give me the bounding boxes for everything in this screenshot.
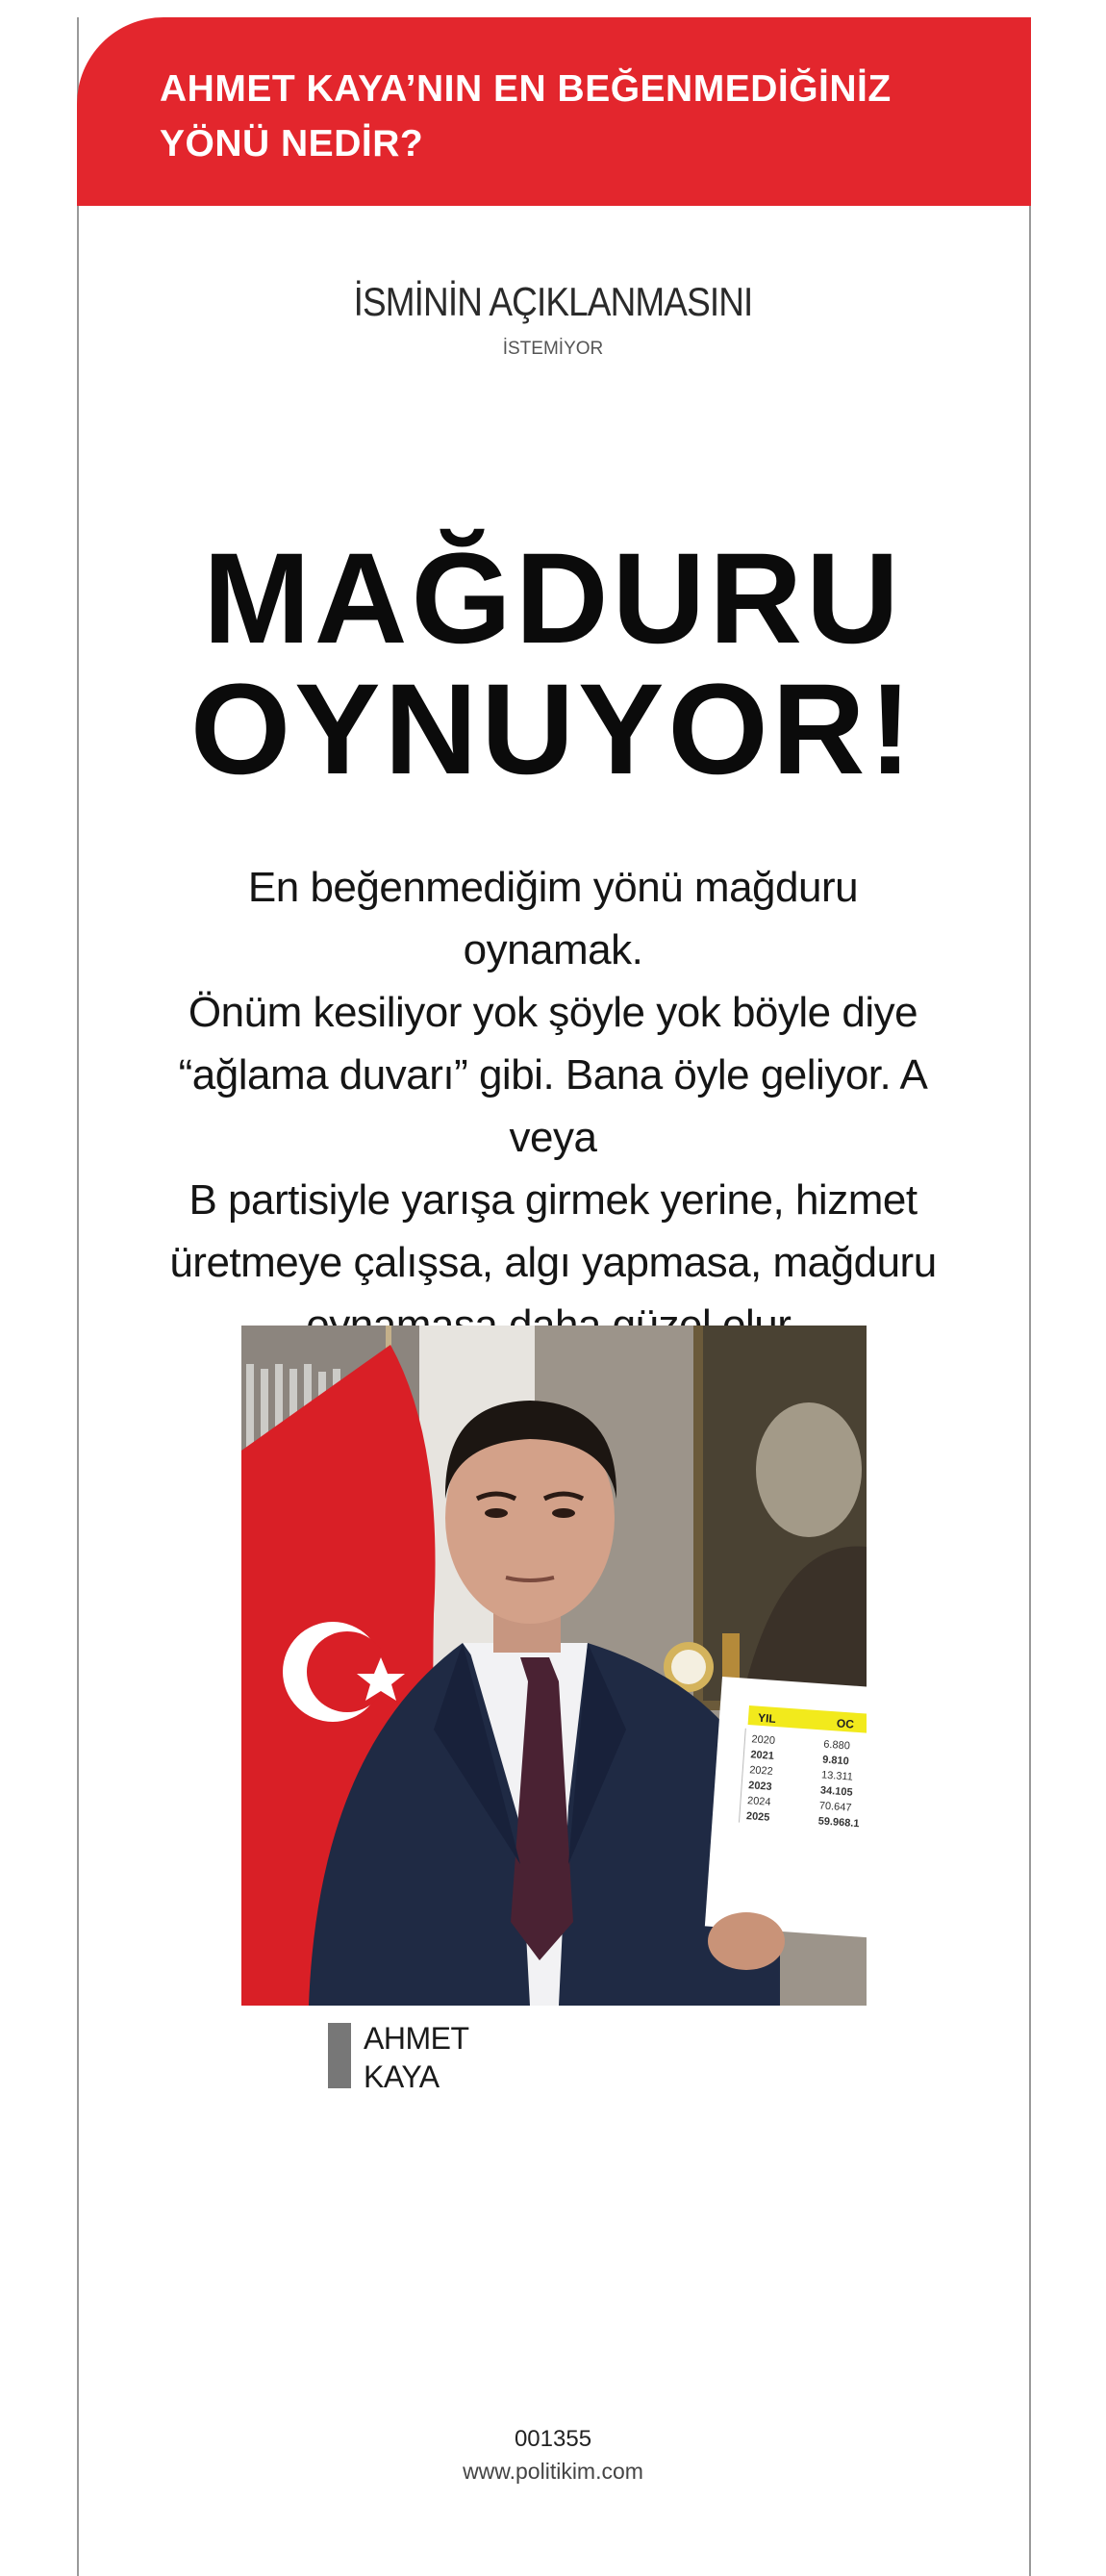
headline-line1: MAĞDURU — [203, 527, 903, 670]
caption-line1: AHMET — [364, 2021, 469, 2056]
doc-year: 2022 — [748, 1764, 774, 1778]
doc-year: 2023 — [747, 1780, 773, 1793]
doc-header-yil: YIL — [757, 1710, 777, 1726]
source-subtitle: İSTEMİYOR — [502, 339, 604, 359]
answer-line: En beğenmediğim yönü mağduru oynamak. — [247, 864, 859, 973]
headline — [0, 527, 1106, 801]
doc-header-col2: OC — [836, 1716, 855, 1731]
portrait-illustration — [241, 1326, 867, 2006]
doc-year: 2025 — [745, 1810, 770, 1824]
photo-caption — [364, 2019, 469, 2096]
doc-year: 2020 — [751, 1733, 776, 1747]
doc-value: 6.880 — [822, 1738, 851, 1753]
portrait-photo — [241, 1326, 867, 2006]
answer-text — [154, 856, 952, 1356]
doc-value: 13.311 — [820, 1769, 854, 1783]
doc-value: 59.968.1 — [817, 1815, 860, 1831]
footer-id: 001355 — [514, 2426, 592, 2452]
doc-value: 34.105 — [819, 1784, 853, 1799]
caption-accent-bar — [328, 2023, 351, 2088]
answer-line: “ağlama duvarı” gibi. Bana öyle geliyor. A veya — [178, 1051, 928, 1161]
doc-year: 2021 — [749, 1749, 775, 1762]
question-banner — [77, 17, 1031, 206]
answer-line: B partisiyle yarışa girmek yerine, hizmet — [189, 1176, 917, 1224]
question-title-line1: AHMET KAYA’NIN EN BEĞENMEDİĞİNİZ — [160, 68, 892, 110]
headline-line2: OYNUYOR! — [189, 658, 917, 801]
answer-line: Önüm kesiliyor yok şöyle yok böyle diye — [188, 989, 918, 1036]
doc-value: 9.810 — [821, 1754, 850, 1768]
source-name: İSMİNİN AÇIKLANMASINI — [353, 279, 753, 324]
answer-line: üretmeye çalışsa, algı yapmasa, mağduru — [169, 1239, 937, 1286]
question-title — [160, 62, 1006, 171]
question-title-line2: YÖNÜ NEDİR? — [160, 123, 424, 164]
caption-line2: KAYA — [364, 2059, 440, 2094]
footer-url[interactable]: www.politikim.com — [463, 2459, 643, 2484]
doc-value: 70.647 — [818, 1800, 852, 1814]
doc-year: 2024 — [746, 1795, 771, 1808]
